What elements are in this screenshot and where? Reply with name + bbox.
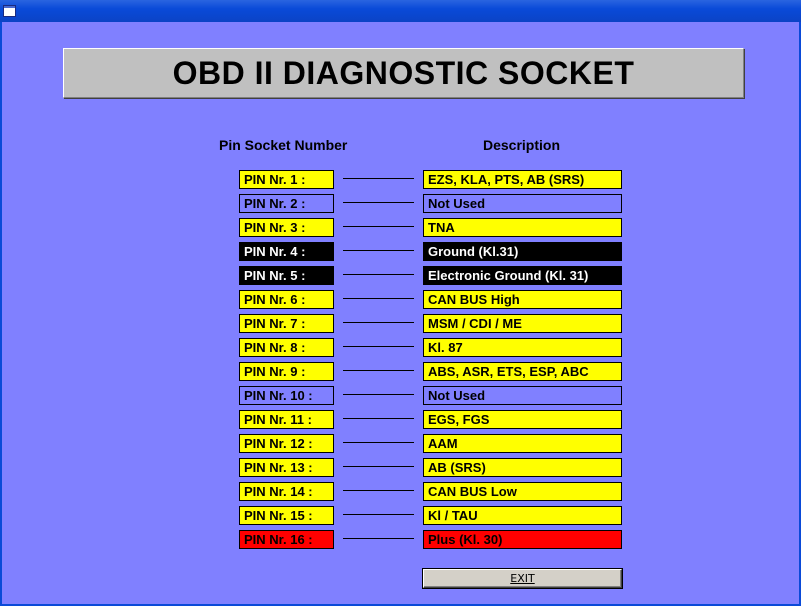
pin-row (0, 290, 801, 309)
pin-number-label: PIN Nr. 14 : (239, 482, 334, 501)
pin-number-label: PIN Nr. 15 : (239, 506, 334, 525)
pin-description-label: EGS, FGS (423, 410, 622, 429)
pin-description-label: EZS, KLA, PTS, AB (SRS) (423, 170, 622, 189)
pin-row (0, 218, 801, 237)
pin-row (0, 314, 801, 333)
pin-number-label: PIN Nr. 12 : (239, 434, 334, 453)
connector-line (343, 514, 414, 515)
title-banner (63, 48, 744, 98)
pin-number-label: PIN Nr. 8 : (239, 338, 334, 357)
connector-line (343, 490, 414, 491)
connector-line (343, 466, 414, 467)
connector-line (343, 322, 414, 323)
pin-row (0, 458, 801, 477)
pin-row (0, 434, 801, 453)
pin-number-label: PIN Nr. 6 : (239, 290, 334, 309)
pin-number-label: PIN Nr. 5 : (239, 266, 334, 285)
pin-description-label: AAM (423, 434, 622, 453)
pin-description-label: Plus (Kl. 30) (423, 530, 622, 549)
pin-description-label: Not Used (423, 194, 622, 213)
pin-column-header: Pin Socket Number (219, 137, 348, 153)
pin-number-label: PIN Nr. 7 : (239, 314, 334, 333)
window-system-icon[interactable] (3, 5, 16, 17)
pin-row (0, 338, 801, 357)
connector-line (343, 226, 414, 227)
description-column-header: Description (483, 137, 561, 153)
pin-description-label: Kl. 87 (423, 338, 622, 357)
pin-number-label: PIN Nr. 3 : (239, 218, 334, 237)
pin-description-label: CAN BUS Low (423, 482, 622, 501)
connector-line (343, 346, 414, 347)
pin-row (0, 194, 801, 213)
pin-description-label: CAN BUS High (423, 290, 622, 309)
connector-line (343, 394, 414, 395)
pin-row (0, 266, 801, 285)
pin-number-label: PIN Nr. 11 : (239, 410, 334, 429)
exit-button-label: EXIT (510, 572, 535, 585)
connector-line (343, 418, 414, 419)
exit-button[interactable] (423, 569, 622, 588)
connector-line (343, 442, 414, 443)
connector-line (343, 298, 414, 299)
pin-row (0, 530, 801, 549)
page-title: OBD II DIAGNOSTIC SOCKET (172, 54, 635, 91)
pin-number-label: PIN Nr. 4 : (239, 242, 334, 261)
pin-description-label: TNA (423, 218, 622, 237)
connector-line (343, 202, 414, 203)
pin-row (0, 242, 801, 261)
pin-description-label: Ground (Kl.31) (423, 242, 622, 261)
pin-description-label: Not Used (423, 386, 622, 405)
pin-row (0, 410, 801, 429)
pin-row (0, 482, 801, 501)
connector-line (343, 370, 414, 371)
connector-line (343, 274, 414, 275)
connector-line (343, 538, 414, 539)
pin-number-label: PIN Nr. 2 : (239, 194, 334, 213)
pin-number-label: PIN Nr. 1 : (239, 170, 334, 189)
pin-row (0, 386, 801, 405)
pin-description-label: Kl / TAU (423, 506, 622, 525)
pin-row (0, 362, 801, 381)
pin-description-label: MSM / CDI / ME (423, 314, 622, 333)
pin-description-label: Electronic Ground (Kl. 31) (423, 266, 622, 285)
pin-number-label: PIN Nr. 10 : (239, 386, 334, 405)
pin-number-label: PIN Nr. 16 : (239, 530, 334, 549)
pin-number-label: PIN Nr. 13 : (239, 458, 334, 477)
pin-description-label: AB (SRS) (423, 458, 622, 477)
connector-line (343, 250, 414, 251)
pin-row (0, 506, 801, 525)
title-bar[interactable] (0, 0, 801, 22)
pin-number-label: PIN Nr. 9 : (239, 362, 334, 381)
pin-row (0, 170, 801, 189)
connector-line (343, 178, 414, 179)
pin-description-label: ABS, ASR, ETS, ESP, ABC (423, 362, 622, 381)
